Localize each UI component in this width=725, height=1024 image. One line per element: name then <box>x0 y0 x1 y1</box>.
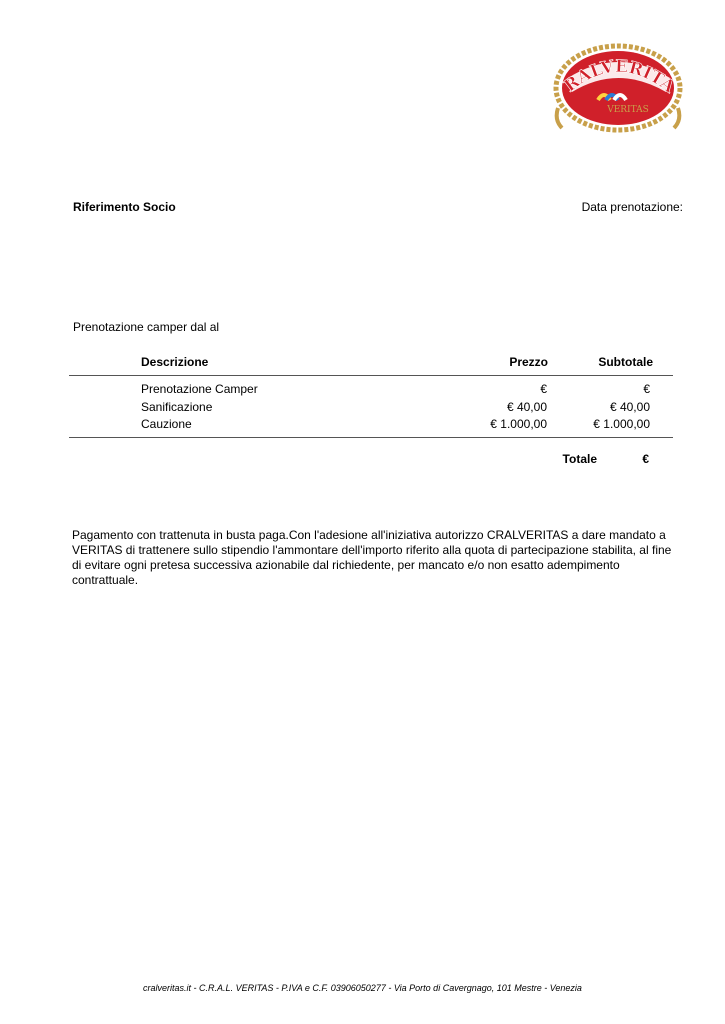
table-row-prezzo: € 1.000,00 <box>490 417 547 431</box>
table-row-prezzo: € <box>540 382 547 396</box>
prenotazione-camper-title: Prenotazione camper dal al <box>73 320 220 334</box>
totale-label: Totale <box>562 452 597 466</box>
logo-brand-text: RALVERITA <box>560 56 679 98</box>
column-header-subtotale: Subtotale <box>598 355 653 369</box>
table-row-descrizione: Sanificazione <box>141 400 213 414</box>
totale-value: € <box>642 452 649 466</box>
footer-text: cralveritas.it - C.R.A.L. VERITAS - P.IVA e C.F. 03906050277 - Via Porto di Cavergnago, 101 Mestre - Venezia <box>143 983 582 993</box>
logo-graphic <box>546 38 688 136</box>
table-row-prezzo: € 40,00 <box>506 400 547 414</box>
table-row-subtotale: € <box>643 382 650 396</box>
table-bottom-divider <box>69 437 673 438</box>
table-top-divider <box>69 375 673 376</box>
table-row-subtotale: € 1.000,00 <box>593 417 650 431</box>
column-header-prezzo: Prezzo <box>509 355 548 369</box>
cralveritas-logo <box>546 38 688 136</box>
table-row-subtotale: € 40,00 <box>609 400 650 414</box>
payment-terms-text: Pagamento con trattenuta in busta paga.Con l'adesione all'iniziativa autorizzo CRALVERITAS a dare mandato a VERITAS di trattenere sullo stipendio l'ammontare dell'importo riferito alla quota di partecipazione stabilita, al fine di evitare ogni pretesa successiva azionabile dal richiedente, per mancato e/o non esatto adempimento contrattuale. <box>72 528 672 587</box>
table-row-descrizione: Cauzione <box>141 417 192 431</box>
riferimento-socio-label: Riferimento Socio <box>73 200 176 214</box>
logo-sub-text: VERITAS <box>607 105 649 115</box>
table-row-descrizione: Prenotazione Camper <box>141 382 258 396</box>
column-header-descrizione: Descrizione <box>141 355 209 369</box>
data-prenotazione-label: Data prenotazione: <box>581 200 683 214</box>
